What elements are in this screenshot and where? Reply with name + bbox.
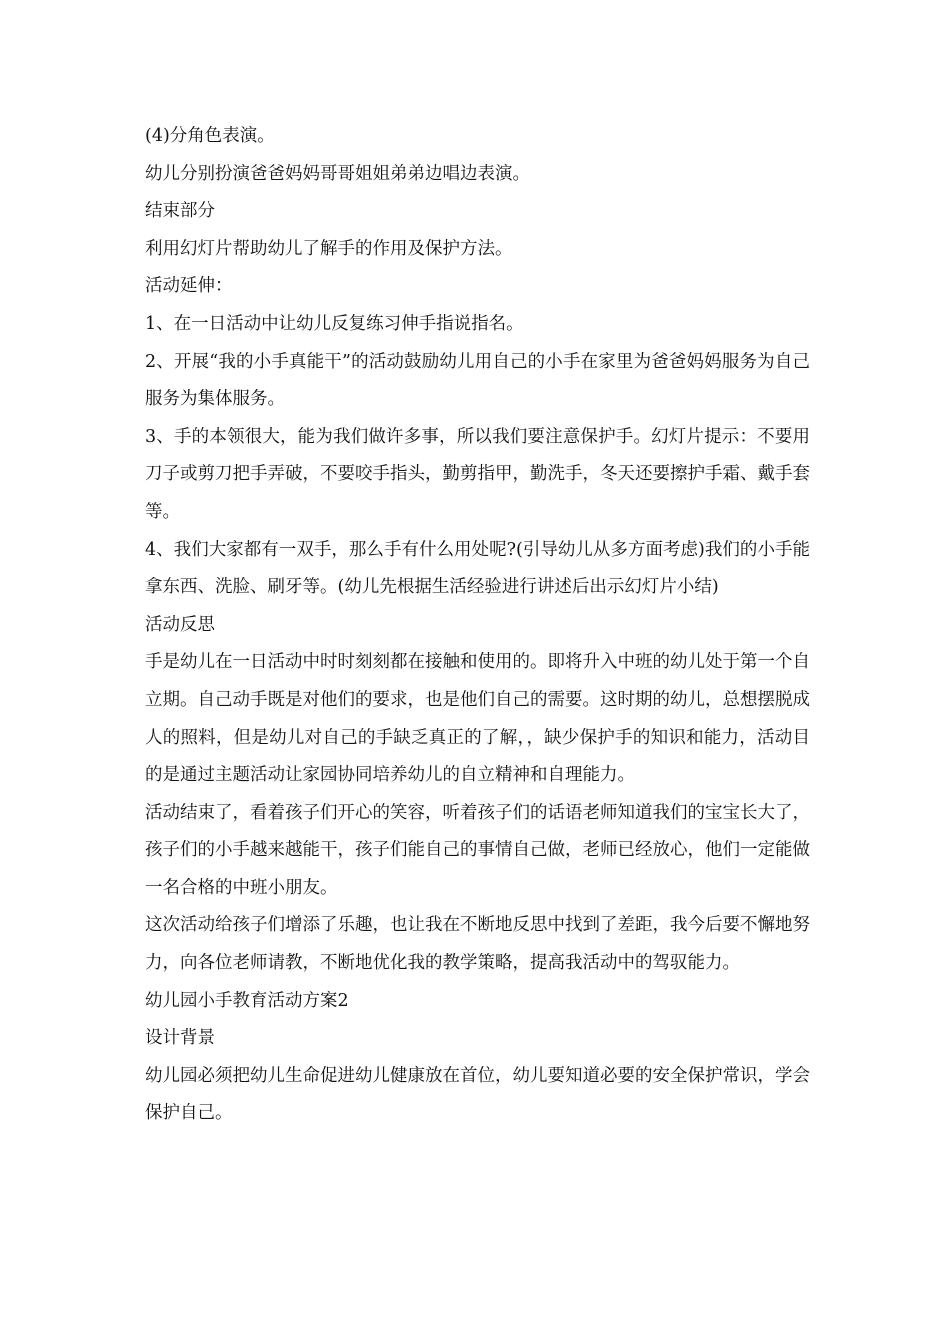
heading-activity-extension: 活动延伸： <box>145 276 233 297</box>
heading-design-background: 设计背景 <box>145 1028 215 1049</box>
paragraph-reflection-1: 手是幼儿在一日活动中时时刻刻都在接触和使用的。即将升入中班的幼儿处于第一个自立期。自己动手既是对他们的要求，也是他们自己的需要。这时期的幼儿，总想摆脱成人的照料，但是幼儿对自己的手缺乏真正的了解，，缺少保护手的知识和能力，活动目的是通过主题活动让家园协同培养幼儿的自立精神和自理能力。 <box>145 652 810 786</box>
list-item-extension-3: 3、手的本领很大，能为我们做许多事，所以我们要注意保护手。幻灯片提示：不要用刀子或剪刀把手弄破，不要咬手指头，勤剪指甲，勤洗手，冬天还要擦护手霜、戴手套等。 <box>145 426 810 522</box>
list-item-extension-4: 4、我们大家都有一双手，那么手有什么用处呢?(引导幼儿从多方面考虑)我们的小手能拿东西、洗脸、刷牙等。(幼儿先根据生活经验进行讲述后出示幻灯片小结) <box>145 539 810 598</box>
heading-plan-2: 幼儿园小手教育活动方案2 <box>145 990 349 1011</box>
paragraph-reflection-2: 活动结束了，看着孩子们开心的笑容，听着孩子们的话语老师知道我们的宝宝长大了，孩子们的小手越来越能干，孩子们能自己的事情自己做，老师已经放心，他们一定能做一名合格的中班小朋友。 <box>145 802 810 898</box>
paragraph-design-background: 幼儿园必须把幼儿生命促进幼儿健康放在首位，幼儿要知道必要的安全保护常识，学会保护自己。 <box>145 1065 810 1124</box>
heading-ending-section: 结束部分 <box>145 201 215 222</box>
document-body <box>145 118 810 1133</box>
heading-activity-reflection: 活动反思 <box>145 614 215 635</box>
paragraph-role-play: (4)分角色表演。 <box>145 126 275 146</box>
list-item-extension-2: 2、开展“我的小手真能干”的活动鼓励幼儿用自己的小手在家里为爸爸妈妈服务为自己服务为集体服务。 <box>145 351 810 410</box>
list-item-extension-1: 1、在一日活动中让幼儿反复练习伸手指说指名。 <box>145 313 524 334</box>
paragraph-reflection-3: 这次活动给孩子们增添了乐趣，也让我在不断地反思中找到了差距，我今后要不懈地努力，向各位老师请教，不断地优化我的教学策略，提高我活动中的驾驭能力。 <box>145 915 810 974</box>
paragraph-role-play-detail: 幼儿分别扮演爸爸妈妈哥哥姐姐弟弟边唱边表演。 <box>145 163 530 184</box>
paragraph-slides-summary: 利用幻灯片帮助幼儿了解手的作用及保护方法。 <box>145 238 513 259</box>
